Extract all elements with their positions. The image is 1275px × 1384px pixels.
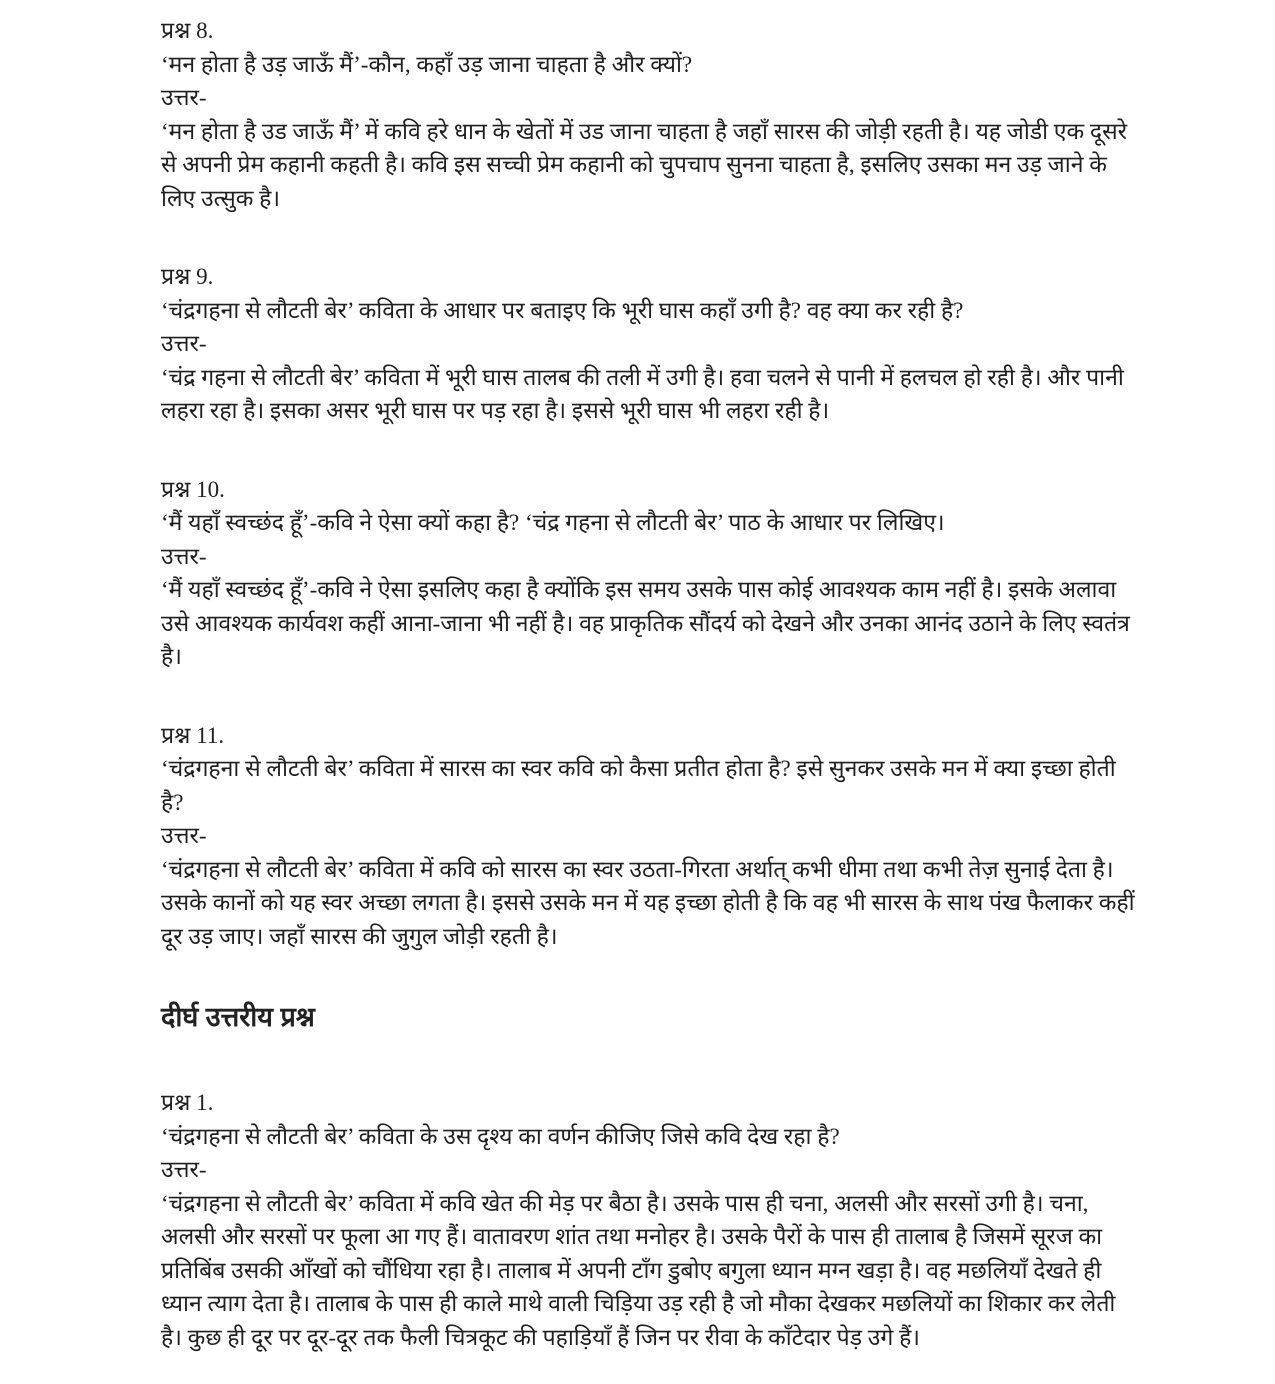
question-number: प्रश्न 11. [161,722,224,748]
qa-block-question-1 [161,1086,1139,1354]
qa-block-question-9 [161,260,1139,428]
question-text: ‘चंद्रगहना से लौटती बेर’ कविता के उस दृश्य का वर्णन कीजिए जिसे कवि देख रहा है? [161,1123,840,1149]
qa-block-question-11 [161,719,1139,954]
question-number: प्रश्न 8. [161,18,214,43]
answer-label: उत्तर- [161,543,207,569]
qa-block-question-10 [161,473,1139,674]
answer-text: ‘चंद्रगहना से लौटती बेर’ कविता में कवि को सारस का स्वर उठता-गिरता अर्थात् कभी धीमा तथा कभी तेज़ सुनाई देता है। उसके कानों को यह स्वर अच्छा लगता है। इससे उसके मन में यह इच्छा होती है कि वह भी सारस के साथ पंख फैलाकर कहीं दूर उड़ जाए। जहाँ सारस की जुगुल जोड़ी रहती है। [161,856,1135,949]
answer-label: उत्तर- [161,1157,207,1182]
answer-text: ‘चंद्र गहना से लौटती बेर’ कविता में भूरी घास तालब की तली में उगी है। हवा चलने से पानी में हलचल हो रही है। और पानी लहरा रहा है। इसका असर भूरी घास पर पड़ रहा है। इससे भूरी घास भी लहरा रही है। [161,364,1124,423]
question-number: प्रश्न 10. [161,476,225,502]
answer-label: उत्तर- [161,331,207,356]
qa-block-question-8 [161,14,1139,215]
answer-text: ‘मैं यहाँ स्वच्छंद हूँ’-कवि ने ऐसा इसलिए कहा है क्योंकि इस समय उसके पास कोई आवश्यक काम नहीं है। इसके अलावा उसे आवश्यक कार्यवश कहीं आना-जाना भी नहीं है। वह प्राकृतिक सौंदर्य को देखने और उनका आनंद उठाने के लिए स्वतंत्र है। [161,577,1130,669]
question-number: प्रश्न 1. [161,1090,214,1115]
answer-label: उत्तर- [161,823,207,848]
answer-text: ‘मन होता है उड जाऊँ मैं’ में कवि हरे धान के खेतों में उड जाना चाहता है जहाँ सारस की जोड़ी रहती है। यह जोडी एक दूसरे से अपनी प्रेम कहानी कहती है। कवि इस सच्ची प्रेम कहानी को चुपचाप सुनना चाहता है, इसलिए उसका मन उड़ जाने के लिए उत्सुक है। [161,118,1128,211]
question-text: ‘मन होता है उड़ जाऊँ मैं’-कौन, कहाँ उड़ जाना चाहता है और क्यों? [161,51,693,77]
question-number: प्रश्न 9. [161,264,214,289]
section-heading-long-answer-questions: दीर्घ उत्तरीय प्रश्न [161,1002,315,1032]
question-text: ‘मैं यहाँ स्वच्छंद हूँ’-कवि ने ऐसा क्यों कहा है? ‘चंद्र गहना से लौटती बेर’ पाठ के आधार पर लिखिए। [161,510,945,535]
question-text: ‘चंद्रगहना से लौटती बेर’ कविता में सारस का स्वर कवि को कैसा प्रतीत होता है? इसे सुनकर उसके मन में क्या इच्छा होती है? [161,756,1116,815]
question-text: ‘चंद्रगहना से लौटती बेर’ कविता के आधार पर बताइए कि भूरी घास कहाँ उगी है? वह क्या कर रही है? [161,297,964,323]
answer-label: उत्तर- [161,85,207,110]
answer-text: ‘चंद्रगहना से लौटती बेर’ कविता में कवि खेत की मेड़ पर बैठा है। उसके पास ही चना, अलसी और सरसों उगी है। चना, अलसी और सरसों पर फूला आ गए हैं। वातावरण शांत तथा मनोहर है। उसके पैरों के पास ही तालाब है जिसमें सूरज का प्रतिबिंब उसकी आँखों को चौंधिया रहा है। तालाब में अपनी टाँग डुबोए बगुला ध्यान मग्न खड़ा है। वह मछलियाँ देखते ही ध्यान त्याग देता है। तालाब के पास ही काले माथे वाली चिड़िया उड़ रही है जो मौका देखकर मछलियों का शिकार कर लेती है। कुछ ही दूर पर दूर-दूर तक फैली चित्रकूट की पहाड़ियाँ हैं जिन पर रीवा के काँटेदार पेड़ उगे हैं। [161,1190,1116,1350]
